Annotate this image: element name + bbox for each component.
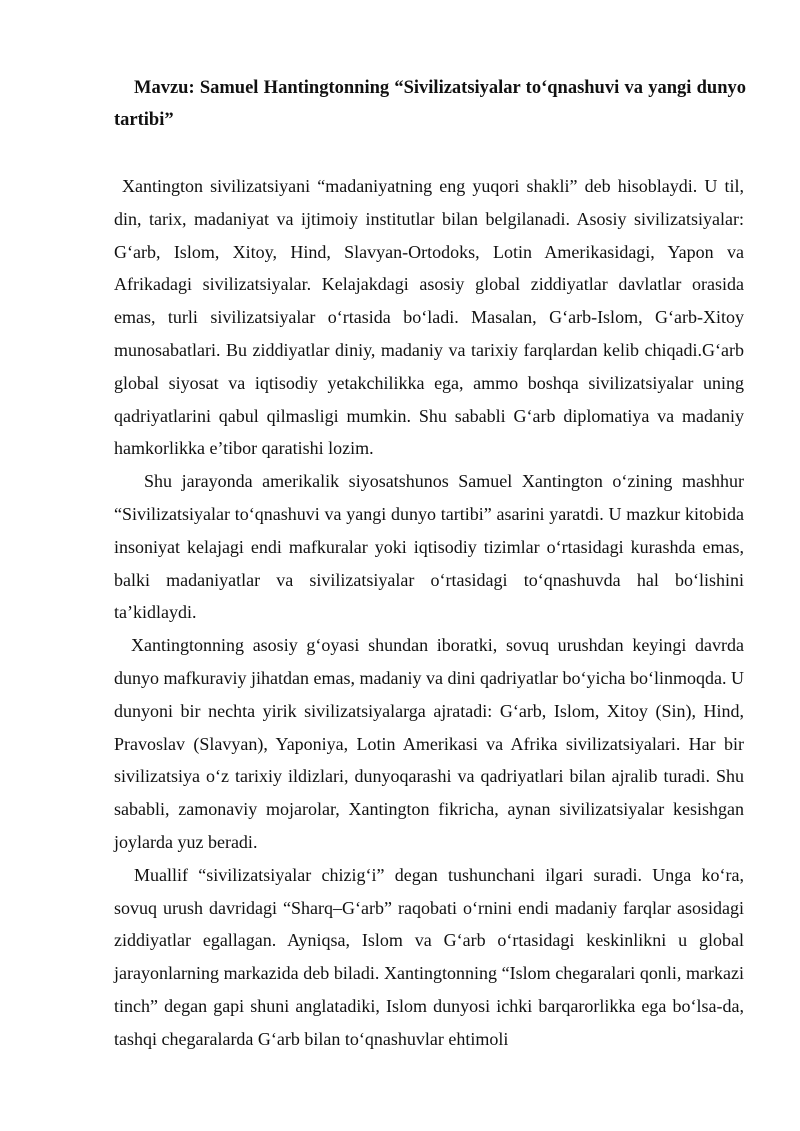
paragraph: Xantingtonning asosiy g‘oyasi shundan iboratki, sovuq urushdan keyingi davrda dunyo mafkuraviy jihatdan emas, madaniy va dini qadriyatlar bo‘yicha bo‘linmoqda. U dunyoni bir nechta yirik sivilizatsiyalarga ajratadi: G‘arb, Islom, Xitoy (Sin), Hind, Pravoslav (Slavyan), Yaponiya, Lotin Amerikasi va Afrika sivilizatsiyalari. Har bir sivilizatsiya o‘z tarixiy ildizlari, dunyoqarashi va qadriyatlari bilan ajralib turadi. Shu sababli, zamonaviy mojarolar, Xantington fikricha, aynan sivilizatsiyalar kesishgan joylarda yuz beradi. bbox=[114, 635, 744, 852]
document-body bbox=[114, 170, 744, 1056]
paragraph: Xantington sivilizatsiyani “madaniyatning eng yuqori shakli” deb hisoblaydi. U til, din, tarix, madaniyat va ijtimoiy institutlar bilan belgilanadi. Asosiy sivilizatsiyalar: G‘arb, Islom, Xitoy, Hind, Slavyan-Ortodoks, Lotin Amerikasidagi, Yapon va Afrikadagi sivilizatsiyalar. Kelajakdagi asosiy global ziddiyatlar davlatlar orasida emas, turli sivilizatsiyalar o‘rtasida bo‘ladi. Masalan, G‘arb-Islom, G‘arb-Xitoy munosabatlari. Bu ziddiyatlar diniy, madaniy va tarixiy farqlardan kelib chiqadi.G‘arb global siyosat va iqtisodiy yetakchilikka ega, ammo boshqa sivilizatsiyalar uning qadriyatlarini qabul qilmasligi mumkin. Shu sababli G‘arb diplomatiya va madaniy hamkorlikka e’tibor qaratishi lozim. bbox=[114, 176, 744, 459]
document-title: Mavzu: Samuel Hantingtonning “Sivilizatsiyalar to‘qnashuvi va yangi dunyo tartibi” bbox=[114, 78, 746, 130]
paragraph: Muallif “sivilizatsiyalar chizig‘i” degan tushunchani ilgari suradi. Unga ko‘ra, sovuq urush davridagi “Sharq–G‘arb” raqobati o‘rnini endi madaniy farqlar asosidagi ziddiyatlar egallagan. Ayniqsa, Islom va G‘arb o‘rtasidagi keskinlikni u global jarayonlarning markazida deb biladi. Xantingtonning “Islom chegaralari qonli, markazi tinch” degan gapi shuni anglatadiki, Islom dunyosi ichki barqarorlikka ega bo‘lsa-da, tashqi chegaralarda G‘arb bilan to‘qnashuvlar ehtimoli bbox=[114, 864, 744, 1049]
paragraph: Shu jarayonda amerikalik siyosatshunos Samuel Xantington o‘zining mashhur “Sivilizatsiyalar to‘qnashuvi va yangi dunyo tartibi” asarini yaratdi. U mazkur kitobida insoniyat kelajagi endi mafkuralar yoki iqtisodiy tizimlar o‘rtasidagi kurashda emas, balki madaniyatlar va sivilizatsiyalar o‘rtasidagi to‘qnashuvda hal bo‘lishini ta’kidlaydi. bbox=[114, 471, 744, 623]
